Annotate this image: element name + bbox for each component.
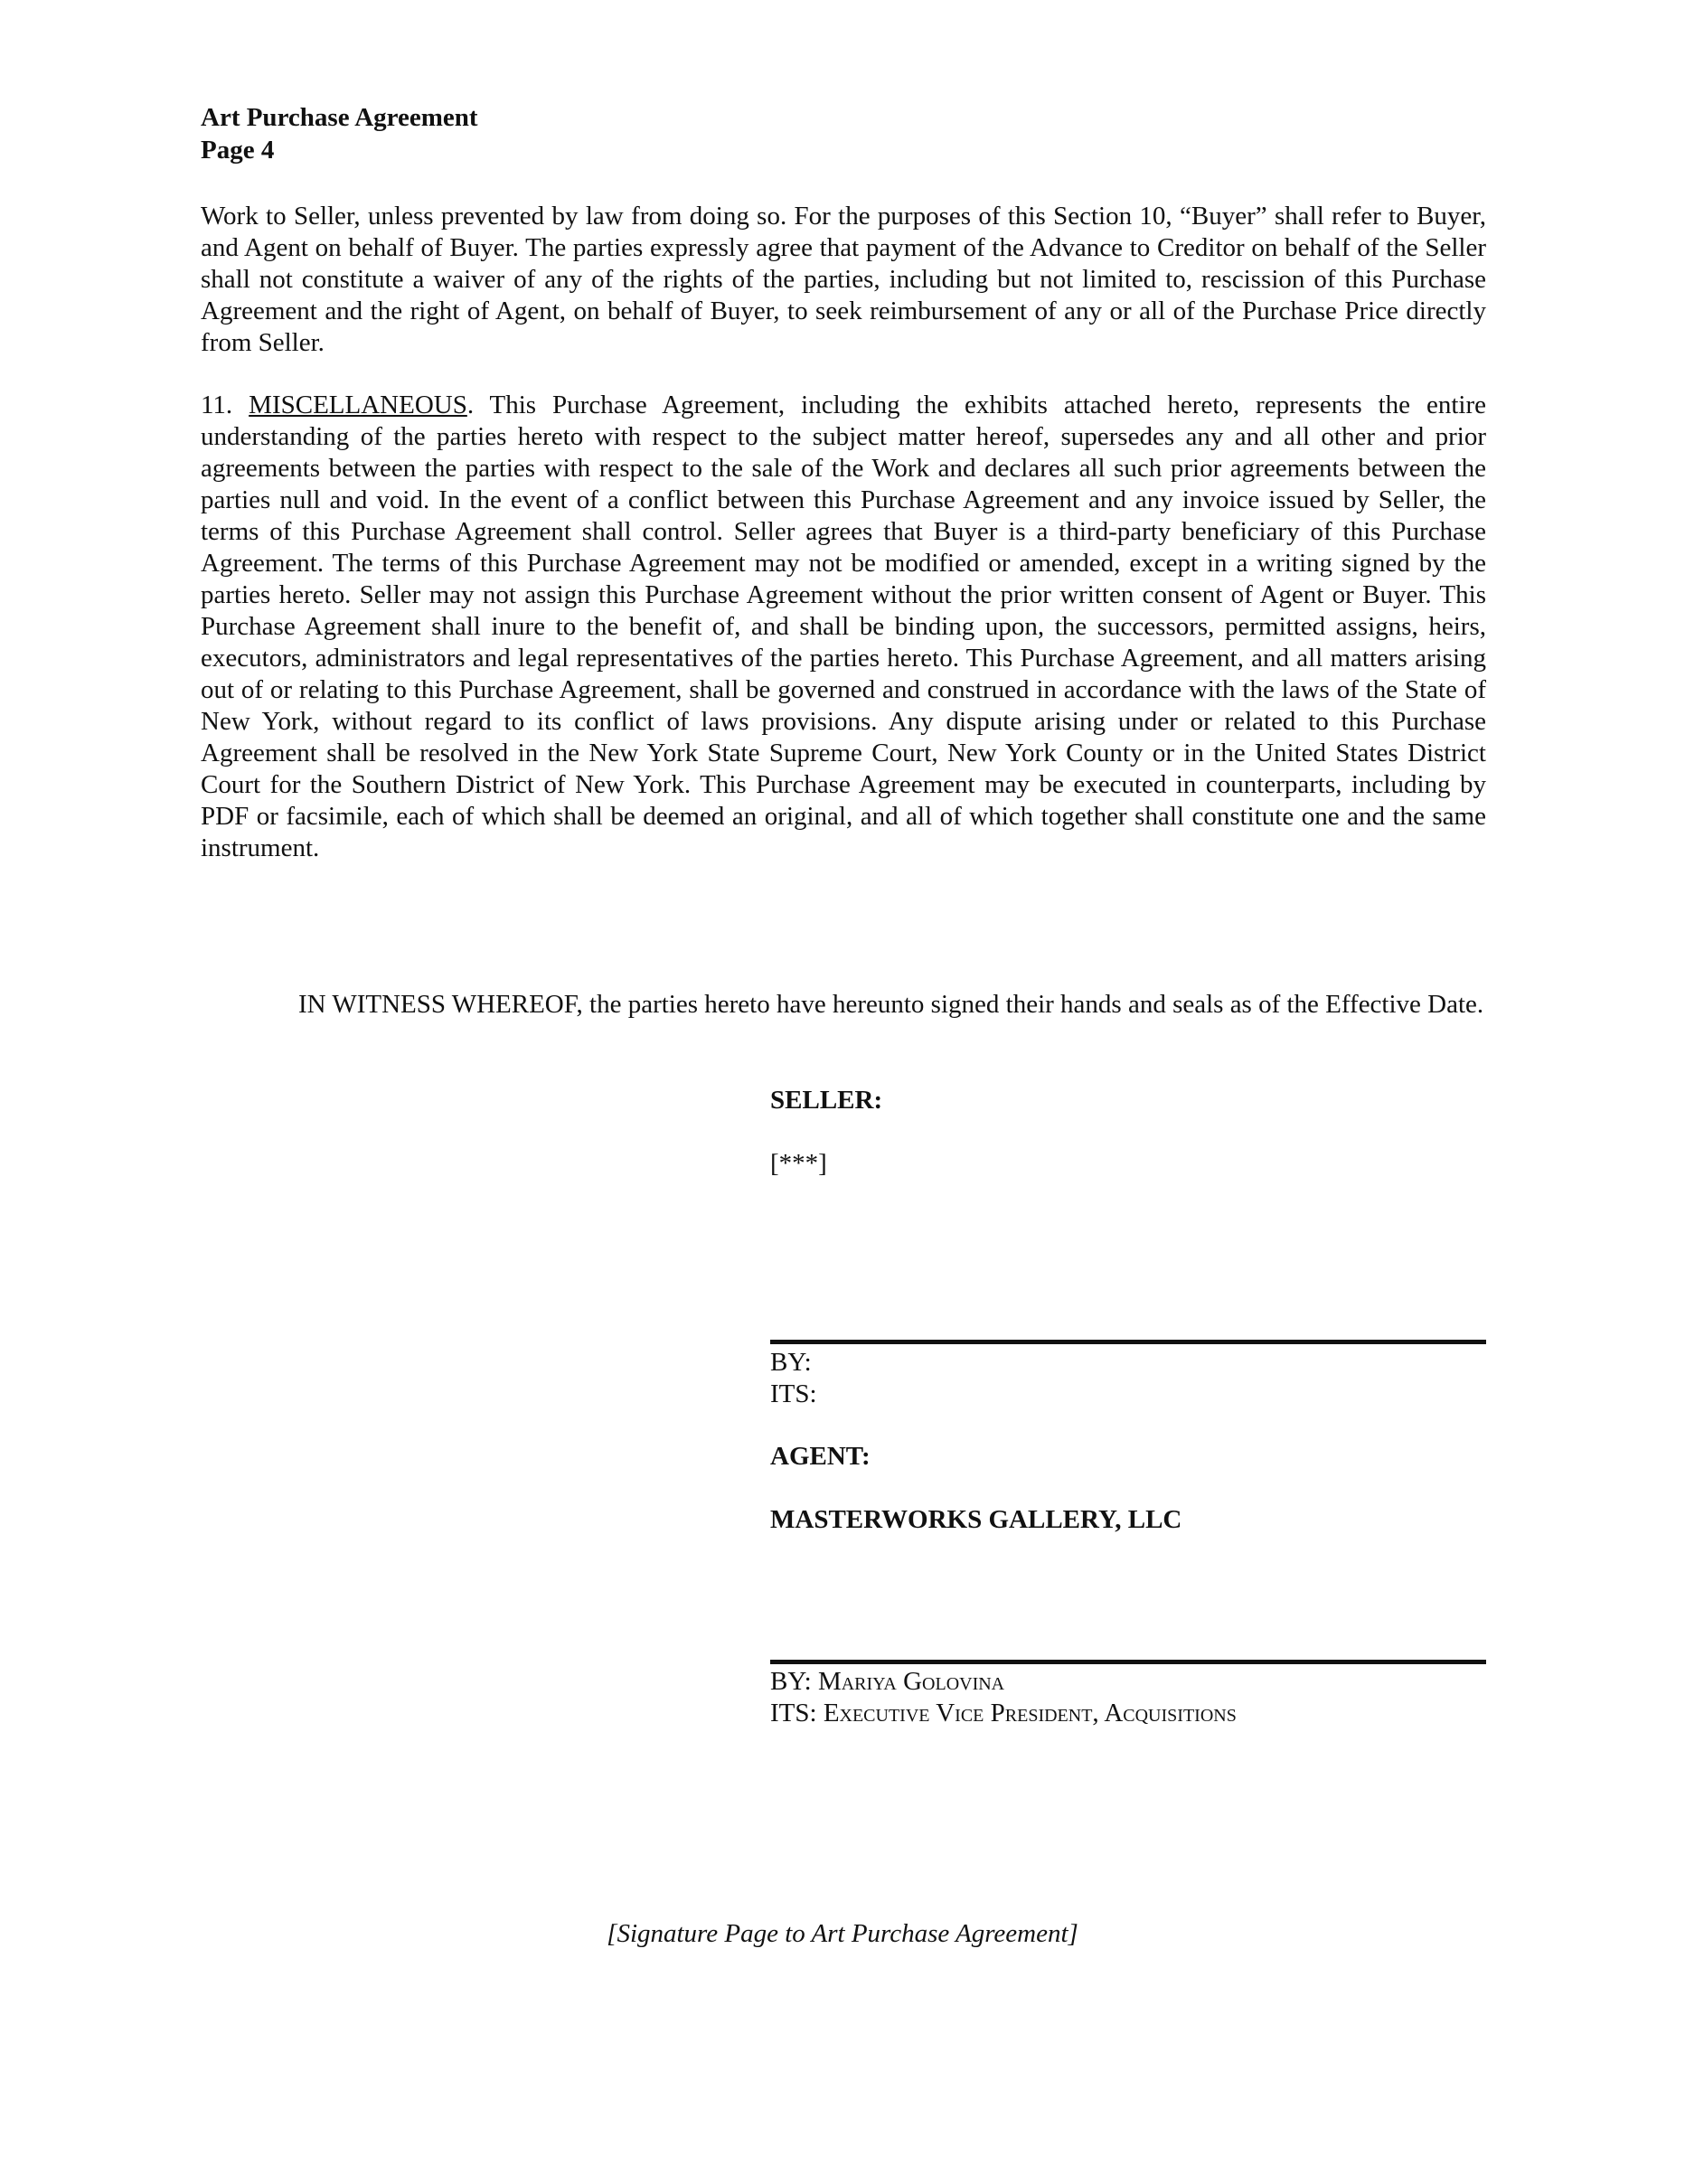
- seller-signature-line: [770, 1340, 1486, 1344]
- agent-its-row: [770, 1698, 1486, 1729]
- section-heading: MISCELLANEOUS: [249, 391, 467, 419]
- agent-signature-line: [770, 1660, 1486, 1664]
- agent-signatory-name: Mariya Golovina: [817, 1667, 1005, 1696]
- agent-its-label: ITS:: [770, 1699, 817, 1727]
- document-title: Art Purchase Agreement: [201, 103, 478, 132]
- paragraph-section-10-continued: Work to Seller, unless prevented by law from doing so. For the purposes of this Section 10, “Buyer” shall refer to Buyer, and Agent on behalf of Buyer. The parties expressly agree that payment of the Advance to Creditor on behalf of the Seller shall not constitute a waiver of any of the rights of the parties, including but not limited to, rescission of this Purchase Agreement and the right of Agent, on behalf of Buyer, to seek reimbursement of any or all of the Purchase Price directly from Seller.: [201, 202, 1486, 357]
- section-body: . This Purchase Agreement, including the exhibits attached hereto, represents the entire understanding of the parties hereto with respect to the subject matter hereof, supersedes any and all other and prior agreements between the parties with respect to the sale of the Work and declares all such prior agreements between the parties null and void. In the event of a conflict between this Purchase Agreement and any invoice issued by Seller, the terms of this Purchase Agreement shall control. Seller agrees that Buyer is a third-party beneficiary of this Purchase Agreement. The terms of this Purchase Agreement may not be modified or amended, except in a writing signed by the parties hereto. Seller may not assign this Purchase Agreement without the prior written consent of Agent or Buyer. This Purchase Agreement shall inure to the benefit of, and shall be binding upon, the successors, permitted assigns, heirs, executors, administrators and legal representatives of the parties hereto. This Purchase Agreement, and all matters arising out of or relating to this Purchase Agreement, shall be governed and construed in accordance with the laws of the State of New York, without regard to its conflict of laws provisions. Any dispute arising under or related to this Purchase Agreement shall be resolved in the New York State Supreme Court, New York County or in the United States District Court for the Southern District of New York. This Purchase Agreement may be executed in counterparts, including by PDF or facsimile, each of which shall be deemed an original, and all of which together shall constitute one and the same instrument.: [201, 391, 1486, 862]
- agent-signature-details: [770, 1666, 1486, 1729]
- page-number: Page 4: [201, 136, 275, 165]
- seller-label: SELLER:: [770, 1086, 883, 1115]
- agent-signatory-title: Executive Vice President, Acquisitions: [823, 1699, 1237, 1727]
- agent-by-row: [770, 1666, 1486, 1698]
- agent-label: AGENT:: [770, 1442, 871, 1471]
- document-header: [201, 101, 478, 166]
- agent-by-label: BY:: [770, 1667, 812, 1696]
- seller-its-label: ITS:: [770, 1379, 817, 1408]
- seller-by-label: BY:: [770, 1348, 812, 1377]
- agent-name: MASTERWORKS GALLERY, LLC: [770, 1505, 1182, 1534]
- paragraph-section-11: [201, 390, 1486, 864]
- witness-clause: IN WITNESS WHEREOF, the parties hereto have hereunto signed their hands and seals as of the Effective Date.: [298, 990, 1484, 1019]
- section-number: 11.: [201, 391, 233, 419]
- seller-name: [***]: [770, 1149, 827, 1178]
- signature-page-footer: [Signature Page to Art Purchase Agreement]: [607, 1919, 1078, 1948]
- seller-signature-details: [770, 1347, 1486, 1410]
